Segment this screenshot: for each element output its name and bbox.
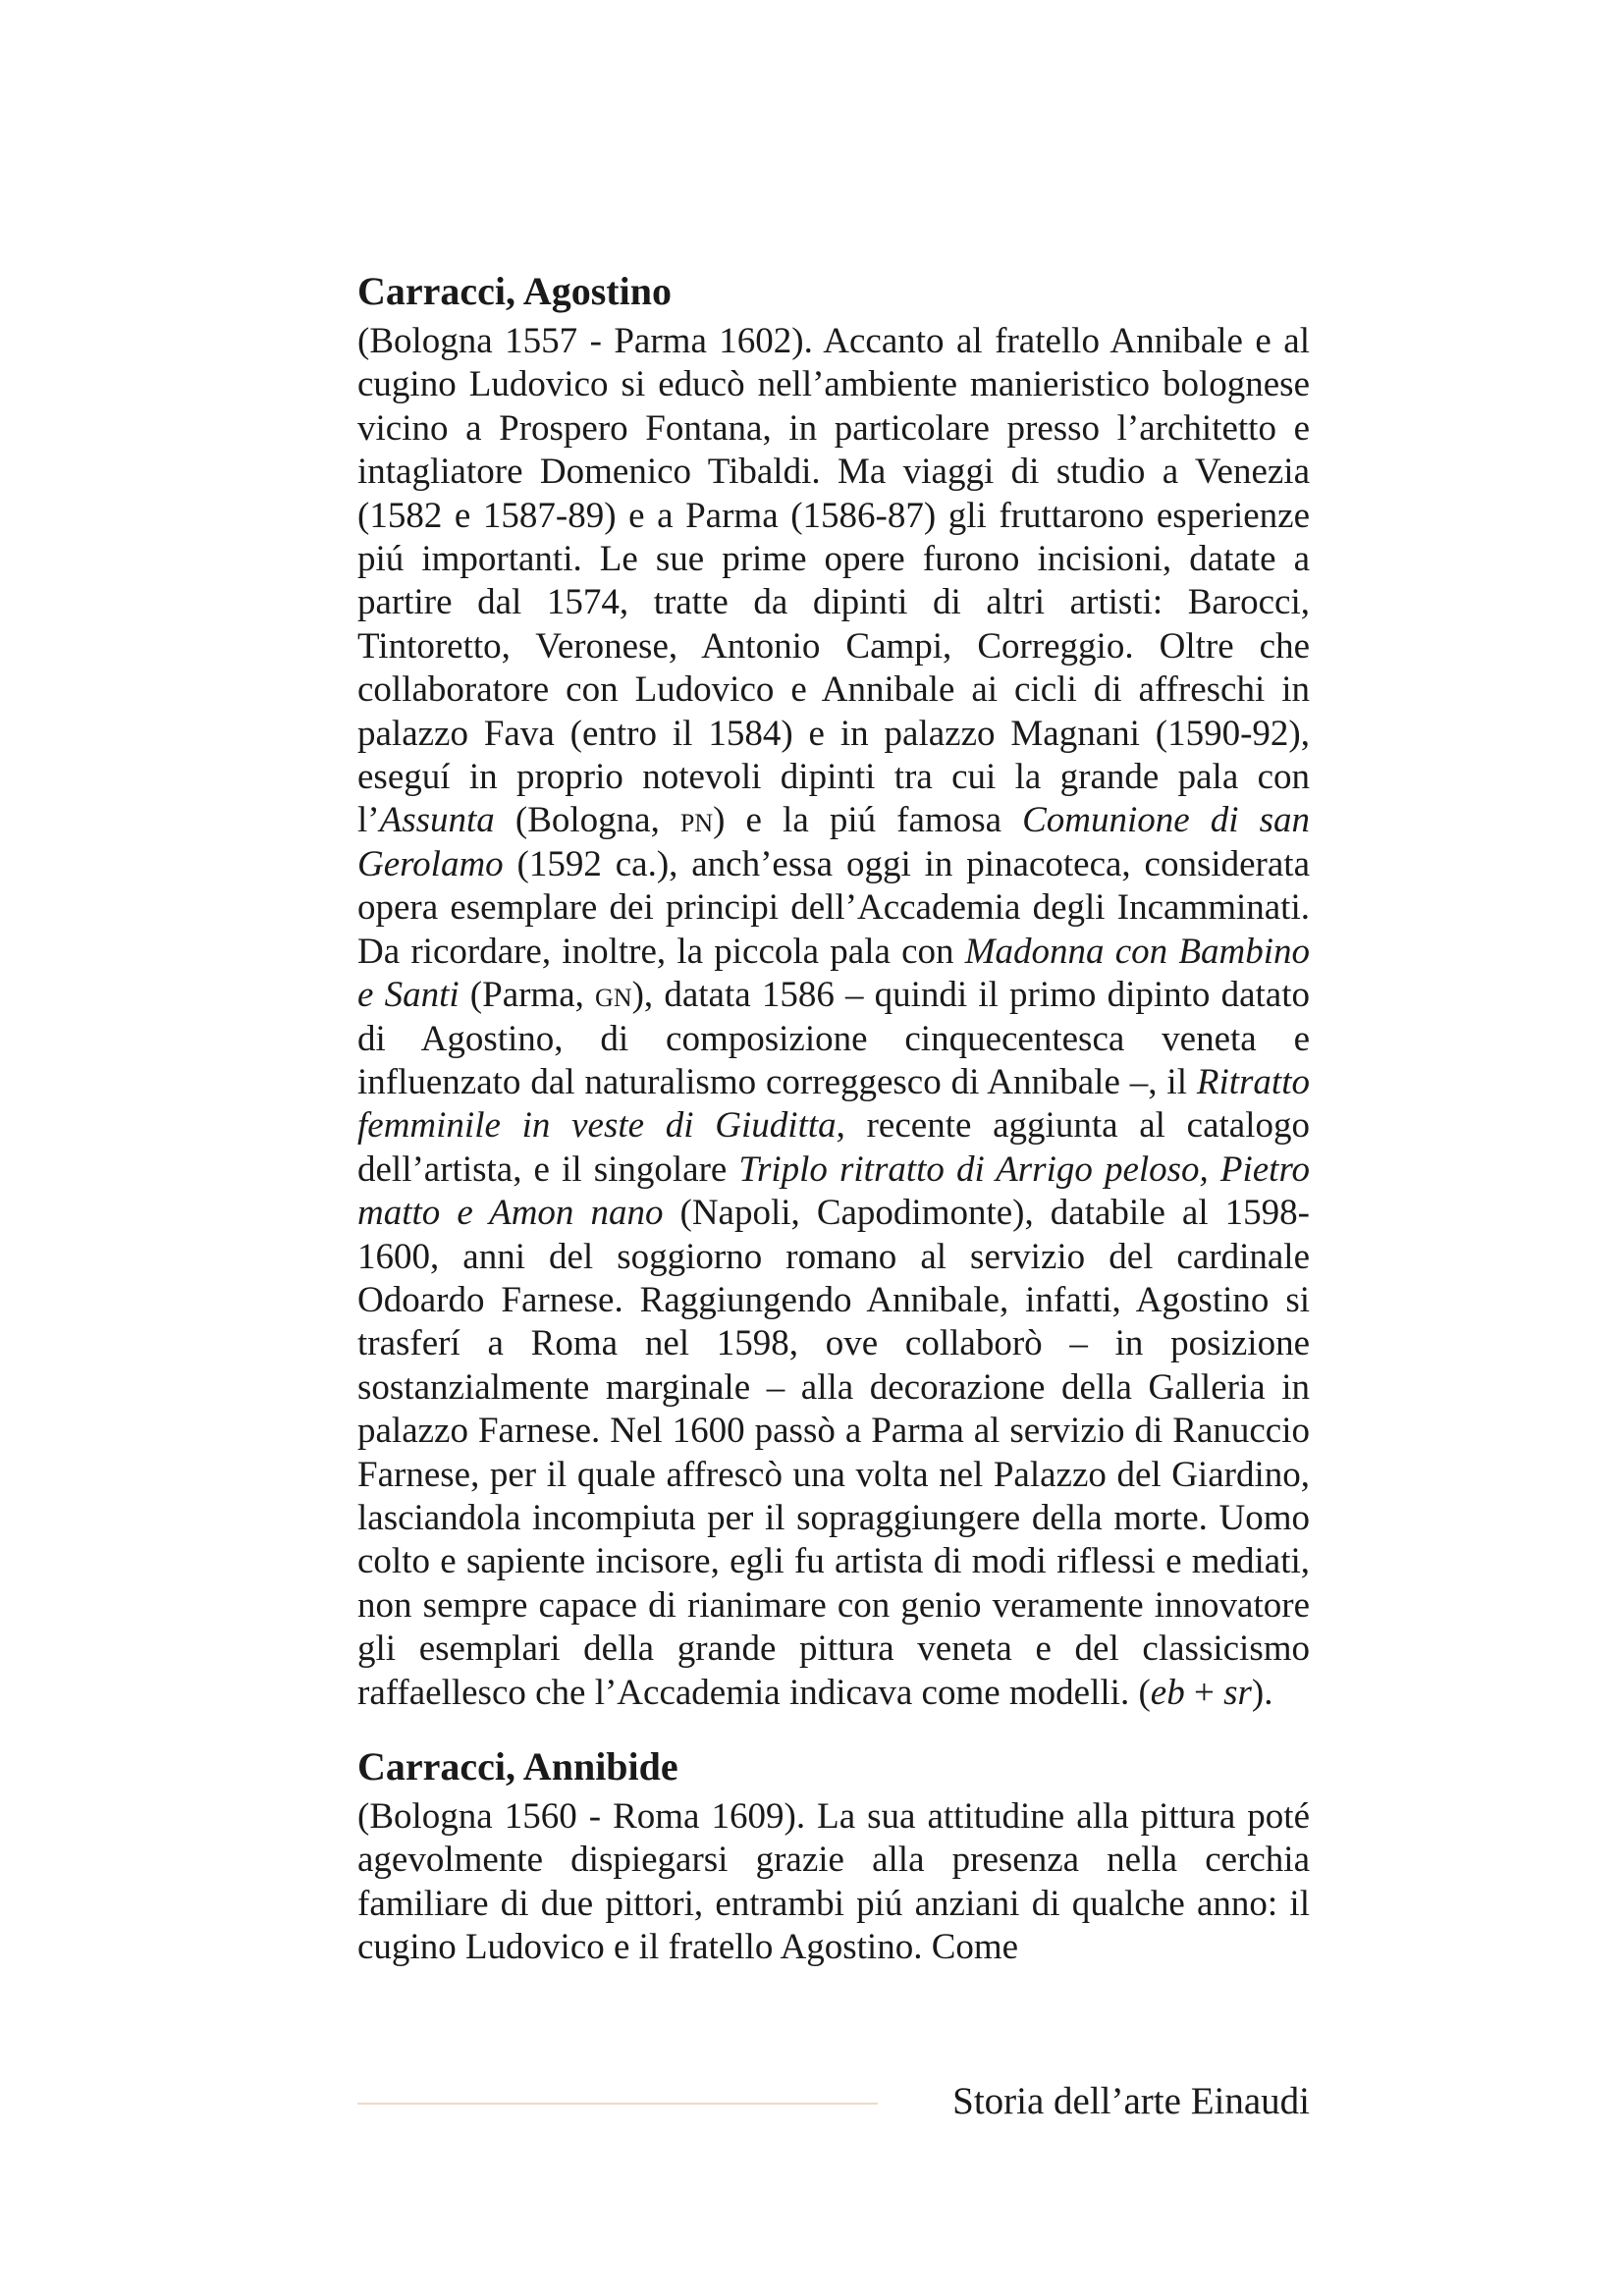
entry-title: Carracci, Agostino <box>357 269 672 313</box>
text-run: (Bologna 1557 - Parma 1602). Accanto al fratello Annibale e al cugino Ludovico si educò nell’ambiente manieristico bolognese vicino a Prospero Fontana, in particolare presso l’architetto e intagliatore Domenico Tibaldi. Ma viaggi di studio a Venezia (1582 e 1587-89) e a Parma (1586-87) gli fruttarono esperienze piú importanti. Le sue prime opere furono incisioni, datate a partire dal 1574, tratte da dipinti di altri artisti: Barocci, Tintoretto, Veronese, Antonio Campi, Correggio. Oltre che collaboratore con Ludovico e Annibale ai cicli di affreschi in palazzo Fava (entro il 1584) e in palazzo Magnani (1590-92), eseguí in proprio notevoli dipinti tra cui la grande pala con l’ <box>357 321 1310 841</box>
text-run: (Napoli, Capodimonte), databile al 1598-1600, anni del soggiorno romano al servizio del cardinale Odoardo Farnese. Raggiungendo Annibale, infatti, Agostino si trasferí a Roma nel 1598, ove collaborò – in posizione sostanzialmente marginale – alla decorazione della Galleria in palazzo Farnese. Nel 1600 passò a Parma al servizio di Ranuccio Farnese, per il quale affrescò una volta nel Palazzo del Giardino, lasciandola incompiuta per il sopraggiungere della morte. Uomo colto e sapiente incisore, egli fu artista di modi riflessi e mediati, non sempre capace di rianimare con genio veramente innovatore gli esemplari della grande pittura veneta e del classicismo raffaellesco che l’Accademia indicava come modelli. ( <box>357 1193 1310 1713</box>
italic-title: Assunta <box>379 800 495 841</box>
collection-abbreviation: pn <box>679 800 714 841</box>
collection-abbreviation: gn <box>595 975 632 1016</box>
text-run: (1592 ca.), anch’essa oggi in pinacoteca, considerata opera esemplare dei principi dell’Accademia degli Incamminati. Da ricordare, inoltre, la piccola pala con <box>357 843 1310 972</box>
entry-annibale <box>357 1742 1310 1970</box>
text-run: (Bologna, <box>494 800 680 841</box>
italic-title: Madonna con Bambino e Santi <box>357 931 1310 1016</box>
text-run: (Bologna 1560 - Roma 1609). La sua attitudine alla pittura poté agevolmente dispiegarsi grazie alla presenza nella cerchia familiare di due pittori, entrambi piú anziani di qualche anno: il cugino Ludovico e il fratello Agostino. Come <box>357 1796 1310 1968</box>
text-run: ), datata 1586 – quindi il primo dipinto datato di Agostino, di composizione cinquecentesca veneta e influenzato dal naturalismo correggesco di Annibale –, il <box>357 975 1310 1102</box>
text-run: , recente aggiunta al catalogo dell’artista, e il singolare <box>357 1105 1310 1190</box>
entry-title: Carracci, Annibide <box>357 1744 678 1789</box>
text-run: ) e la piú famosa <box>713 800 1023 841</box>
italic-title: sr <box>1223 1672 1252 1713</box>
footer-rule <box>357 2103 878 2105</box>
page-footer <box>357 2077 1310 2126</box>
footer-publisher: Storia dell’arte Einaudi <box>952 2080 1310 2122</box>
entry-body <box>357 1795 1310 1970</box>
text-run: (Parma, <box>459 975 596 1016</box>
text-run: + <box>1184 1672 1224 1713</box>
italic-title: Comunione di san Gerolamo <box>357 800 1311 884</box>
entry-body <box>357 320 1310 1715</box>
italic-title: eb <box>1150 1672 1185 1713</box>
italic-title: Ritratto femminile in veste di Giuditta <box>357 1061 1310 1147</box>
text-run: ). <box>1251 1672 1273 1713</box>
italic-title: Triplo ritratto di Arrigo peloso, Pietro matto e Amon nano <box>357 1148 1310 1234</box>
page-content <box>357 267 1310 1970</box>
entry-agostino <box>357 267 1310 1715</box>
